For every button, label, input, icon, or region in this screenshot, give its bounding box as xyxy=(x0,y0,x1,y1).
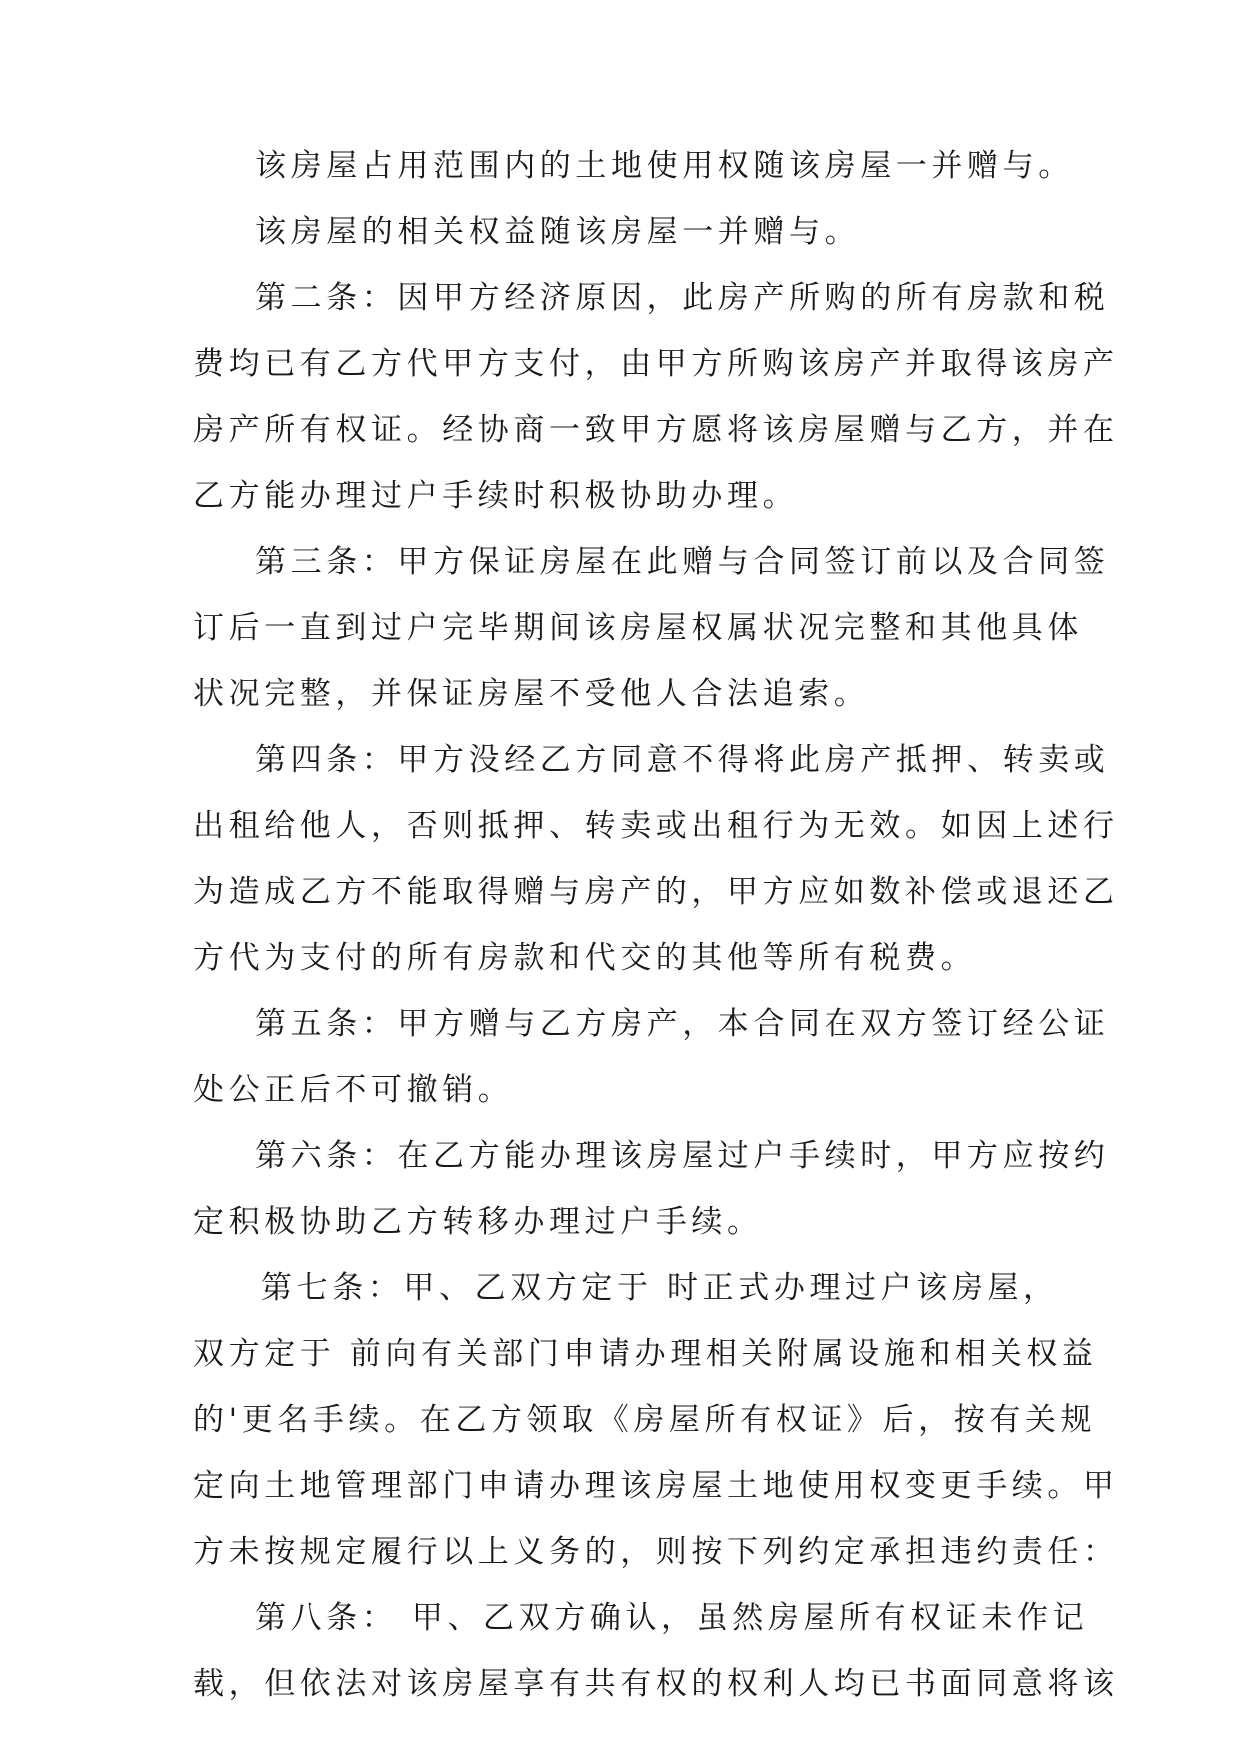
text-line: 为造成乙方不能取得赠与房产的，甲方应如数补偿或退还乙 xyxy=(193,874,1119,910)
text-line: 处公正后不可撤销。 xyxy=(193,1072,514,1108)
text-line: 出租给他人，否则抵押、转卖或出租行为无效。如因上述行 xyxy=(193,808,1119,844)
text-line: 乙方能办理过户手续时积极协助办理。 xyxy=(193,478,799,514)
text-line: 双方定于 前向有关部门申请办理相关附属设施和相关权益 xyxy=(193,1336,1098,1372)
text-line: 费均已有乙方代甲方支付，由甲方所购该房产并取得该房产 xyxy=(193,346,1119,382)
article-3-heading-line: 第三条：甲方保证房屋在此赠与合同签订前以及合同签 xyxy=(255,544,1110,580)
text-line: 载，但依法对该房屋享有共有权的权利人均已书面同意将该 xyxy=(193,1666,1119,1702)
text-line: 该房屋占用范围内的土地使用权随该房屋一并赠与。 xyxy=(255,148,1074,184)
text-line: 定向土地管理部门申请办理该房屋土地使用权变更手续。甲 xyxy=(193,1468,1119,1504)
text-line: 该房屋的相关权益随该房屋一并赠与。 xyxy=(255,214,861,250)
article-6-heading-line: 第六条：在乙方能办理该房屋过户手续时，甲方应按约 xyxy=(255,1138,1110,1174)
article-5-heading-line: 第五条：甲方赠与乙方房产，本合同在双方签订经公证 xyxy=(255,1006,1110,1042)
article-7-heading-line: 第七条：甲、乙双方定于 时正式办理过户该房屋， xyxy=(261,1270,1059,1306)
article-8-heading-line: 第八条： 甲、乙双方确认，虽然房屋所有权证未作记 xyxy=(255,1600,1089,1636)
text-line: 订后一直到过户完毕期间该房屋权属状况完整和其他具体 xyxy=(193,610,1083,646)
text-line: 方未按规定履行以上义务的，则按下列约定承担违约责任： xyxy=(193,1534,1119,1570)
text-line: 定积极协助乙方转移办理过户手续。 xyxy=(193,1204,763,1240)
article-2-heading-line: 第二条：因甲方经济原因，此房产所购的所有房款和税 xyxy=(255,280,1110,316)
text-line: 房产所有权证。经协商一致甲方愿将该房屋赠与乙方，并在 xyxy=(193,412,1119,448)
text-line: 方代为支付的所有房款和代交的其他等所有税费。 xyxy=(193,940,977,976)
text-line: 的'更名手续。在乙方领取《房屋所有权证》后，按有关规 xyxy=(193,1402,1097,1438)
article-4-heading-line: 第四条：甲方没经乙方同意不得将此房产抵押、转卖或 xyxy=(255,742,1110,778)
text-line: 状况完整，并保证房屋不受他人合法追索。 xyxy=(193,676,870,712)
